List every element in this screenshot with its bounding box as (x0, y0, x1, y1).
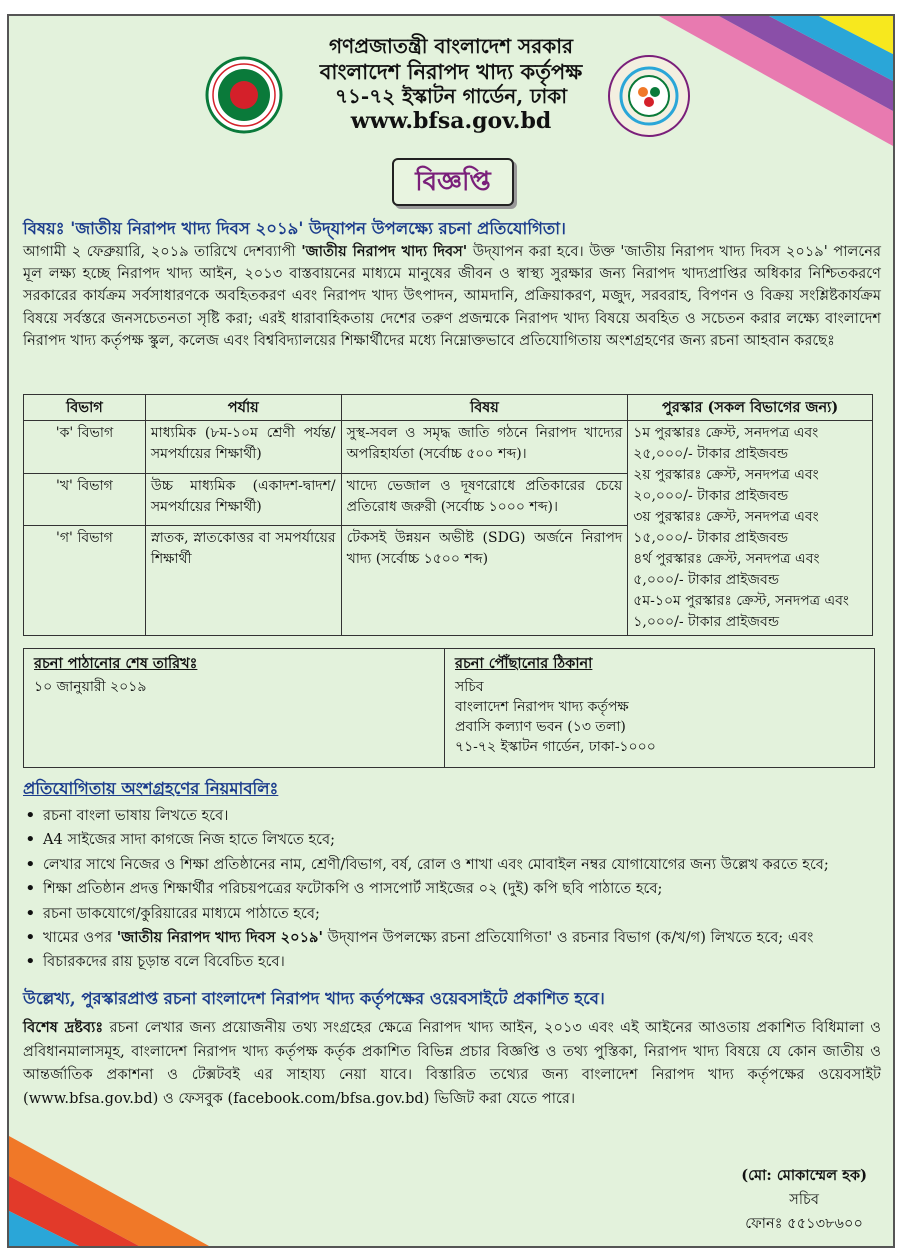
table-header-cell: পর্যায় (145, 395, 341, 421)
address-line: বাংলাদেশ নিরাপদ খাদ্য কর্তৃপক্ষ (455, 699, 629, 715)
table-header-cell: বিষয় (341, 395, 628, 421)
address-line: ৭১-৭২ ইস্কাটন গার্ডেন, ঢাকা-১০০০ (455, 739, 656, 755)
table-header-cell: পুরস্কার (সকল বিভাগের জন্য) (628, 395, 873, 421)
special-text: রচনা লেখার জন্য প্রয়োজনীয় তথ্য সংগ্রহের ক্ষেত্রে নিরাপদ খাদ্য আইন, ২০১৩ এবং এই আইনের আওতায় প্রকাশিত বিধিমালা ও প্রবিধানমালাসমূহ, বাংলাদেশ নিরাপদ খাদ্য কর্তৃপক্ষ কর্তৃক প্রকাশিত বিভিন্ন প্রচার বিজ্ঞপ্তি ও তথ্য পুস্তিকা, নিরাপদ খাদ্য বিষয়ে যে কোন জাতীয় ও আন্তর্জাতিক প্রকাশনা ও টেক্সটবই এর সাহায্য নেয়া যাবে। বিস্তারিত তথ্যের জন্য বাংলাদেশ নিরাপদ খাদ্য কর্তৃপক্ষের ওয়েবসাইট (www.bfsa.gov.bd) ও ফেসবুক (facebook.com/bfsa.gov.bd) ভিজিট করা যেতে পারে। (23, 1019, 881, 1107)
special-label: বিশেষ দ্রষ্টব্যঃ (23, 1019, 104, 1036)
prize-cell (628, 421, 873, 636)
authority-name: বাংলাদেশ নিরাপদ খাদ্য কর্তৃপক্ষ (319, 59, 583, 84)
rules-list (23, 804, 893, 975)
deadline-label: রচনা পাঠানোর শেষ তারিখঃ (34, 655, 198, 672)
topic-cell: টেকসই উন্নয়ন অভীষ্ট (SDG) অর্জনে নিরাপদ খাদ্য (সর্বোচ্চ ১৫০০ শব্দ) (341, 526, 628, 636)
deadline-value: ১০ জানুয়ারী ২০১৯ (34, 679, 147, 695)
list-item: • শিক্ষা প্রতিষ্ঠান প্রদত্ত শিক্ষার্থীর পরিচয়পত্রের ফটোকপি ও পাসপোর্ট সাইজের ০২ (দুই) কপি ছবি পাঠাতে হবে; (43, 877, 893, 901)
prize-item: ৪র্থ পুরস্কারঃ ক্রেস্ট, সনদপত্র এবং ৫,০০০/- টাকার প্রাইজবন্ড (633, 551, 820, 588)
list-item (43, 926, 893, 950)
deadline-section (24, 649, 445, 767)
intro-text-1: আগামী ২ ফেব্রুয়ারি, ২০১৯ তারিখে দেশব্যাপী (23, 243, 302, 260)
list-item: • লেখার সাথে নিজের ও শিক্ষা প্রতিষ্ঠানের নাম, শ্রেণী/বিভাগ, বর্ষ, রোল ও শাখা এবং মোবাইল নম্বর যোগাযোগের জন্য উল্লেখ করতে হবে; (43, 853, 893, 877)
notice-page (7, 14, 895, 1248)
table-header-row (24, 395, 873, 421)
prize-item: ১ম পুরস্কারঃ ক্রেস্ট, সনদপত্র এবং ২৫,০০০/- টাকার প্রাইজবন্ড (633, 425, 819, 462)
level-cell: মাধ্যমিক (৮ম-১০ম শ্রেণী পর্যন্ত/সমপর্যায়ের শিক্ষার্থী) (145, 421, 341, 474)
address-section (445, 649, 874, 767)
topic-cell: সুস্থ-সবল ও সমৃদ্ধ জাতি গঠনে নিরাপদ খাদ্যের অপরিহার্যতা (সর্বোচ্চ ৫০০ শব্দ)। (341, 421, 628, 474)
table-header-cell: বিভাগ (24, 395, 146, 421)
prize-item: ২য় পুরস্কারঃ ক্রেস্ট, সনদপত্র এবং ২০,০০০/- টাকার প্রাইজবন্ড (633, 467, 819, 504)
address-line: সচিব (455, 679, 484, 695)
decorative-stripes-bottom (9, 1136, 209, 1246)
intro-text-2: উদ্‌যাপন করা হবে। উক্ত 'জাতীয় নিরাপদ খাদ্য দিবস ২০১৯' পালনের মূল লক্ষ্য হচ্ছে নিরাপদ খাদ্য আইন, ২০১৩ বাস্তবায়নের মাধ্যমে মানুষের জীবন ও স্বাস্থ্য সুরক্ষার জন্য নিরাপদ খাদ্যপ্রাপ্তির অধিকার নিশ্চিতকরণে সরকারের কার্যক্রম সর্বসাধারণকে অবহিতকরণ এবং নিরাপদ খাদ্য উৎপাদন, আমদানি, প্রক্রিয়াকরণ, মজুদ, সরবরাহ, বিপণন ও বিক্রয় সংশ্লিষ্টকার্যক্রম বিষয়ে সর্বস্তরে জনসচেতনতা সৃষ্টি করা; এরই ধারাবাহিকতায় দেশের তরুণ প্রজন্মকে নিরাপদ খাদ্য বিষয়ে অবহিত ও সচেতন করার লক্ষ্যে বাংলাদেশ নিরাপদ খাদ্য কর্তৃপক্ষ স্কুল, কলেজ এবং বিশ্ববিদ্যালয়ের শিক্ষার্থীদের মধ্যে নিম্নোক্তভাবে প্রতিযোগিতায় অংশগ্রহণের জন্য রচনা আহবান করছেঃ (23, 243, 881, 349)
prize-item: ৩য় পুরস্কারঃ ক্রেস্ট, সনদপত্র এবং ১৫,০০০/- টাকার প্রাইজবন্ড (633, 509, 819, 546)
submission-info-box (23, 648, 875, 768)
special-note (23, 1016, 881, 1110)
signatory-designation: সচিব (789, 1191, 820, 1208)
envelope-bold: 'জাতীয় নিরাপদ খাদ্য দিবস ২০১৯' (116, 929, 323, 947)
signature-block (741, 1164, 867, 1236)
rules-heading: প্রতিযোগিতায় অংশগ্রহণের নিয়মাবলিঃ (23, 779, 279, 798)
prize-item: ৫ম-১০ম পুরস্কারঃ ক্রেস্ট, সনদপত্র এবং ১,০০০/- টাকার প্রাইজবন্ড (633, 593, 849, 630)
intro-bold: 'জাতীয় নিরাপদ খাদ্য দিবস' (301, 243, 468, 260)
level-cell: উচ্চ মাধ্যমিক (একাদশ-দ্বাদশ/সমপর্যায়ের শিক্ষার্থী) (145, 473, 341, 526)
list-item: • A4 সাইজের সাদা কাগজে নিজ হাতে লিখতে হবে; (43, 828, 893, 852)
list-item: • রচনা ডাকযোগে/কুরিয়ারের মাধ্যমে পাঠাতে হবে; (43, 902, 893, 926)
signatory-phone: ফোনঃ ৫৫১৩৮৬০০ (745, 1215, 864, 1232)
signatory-name: (মো: মোকাম্মেল হক) (741, 1167, 867, 1184)
list-item: • রচনা বাংলা ভাষায় লিখতে হবে। (43, 804, 893, 828)
page-title: বিজ্ঞপ্তি (392, 158, 514, 206)
letterhead (9, 34, 893, 134)
competition-table (23, 394, 873, 636)
publication-notice: উল্লেখ্য, পুরস্কারপ্রাপ্ত রচনা বাংলাদেশ নিরাপদ খাদ্য কর্তৃপক্ষের ওয়েবসাইটে প্রকাশিত হবে। (23, 989, 605, 1008)
address-line: প্রবাসি কল্যাণ ভবন (১৩ তলা) (455, 719, 626, 735)
division-cell: 'খ' বিভাগ (24, 473, 146, 526)
list-item: • বিচারকদের রায় চূড়ান্ত বলে বিবেচিত হবে। (43, 950, 893, 974)
subject-line: বিষয়ঃ 'জাতীয় নিরাপদ খাদ্য দিবস ২০১৯' উদ্‌যাপন উপলক্ষ্যে রচনা প্রতিযোগিতা। (23, 219, 566, 238)
envelope-text-2: উদ্‌যাপন উপলক্ষ্যে রচনা প্রতিযোগিতা' ও রচনার বিভাগ (ক/খ/গ) লিখতে হবে; এবং (323, 929, 814, 947)
topic-cell: খাদ্যে ভেজাল ও দূষণরোধে প্রতিকারের চেয়ে প্রতিরোধ জরুরী (সর্বোচ্চ ১০০০ শব্দ)। (341, 473, 628, 526)
address-label: রচনা পৌঁছানোর ঠিকানা (455, 655, 593, 672)
table-row (24, 421, 873, 474)
govt-name: গণপ্রজাতন্ত্রী বাংলাদেশ সরকার (329, 34, 573, 58)
website: www.bfsa.gov.bd (350, 108, 552, 134)
envelope-text-1: খামের ওপর (43, 929, 117, 947)
division-cell: 'গ' বিভাগ (24, 526, 146, 636)
division-cell: 'ক' বিভাগ (24, 421, 146, 474)
authority-address: ৭১-৭২ ইস্কাটন গার্ডেন, ঢাকা (334, 84, 568, 108)
intro-paragraph (23, 241, 881, 352)
level-cell: স্নাতক, স্নাতকোত্তর বা সমপর্যায়ের শিক্ষার্থী (145, 526, 341, 636)
